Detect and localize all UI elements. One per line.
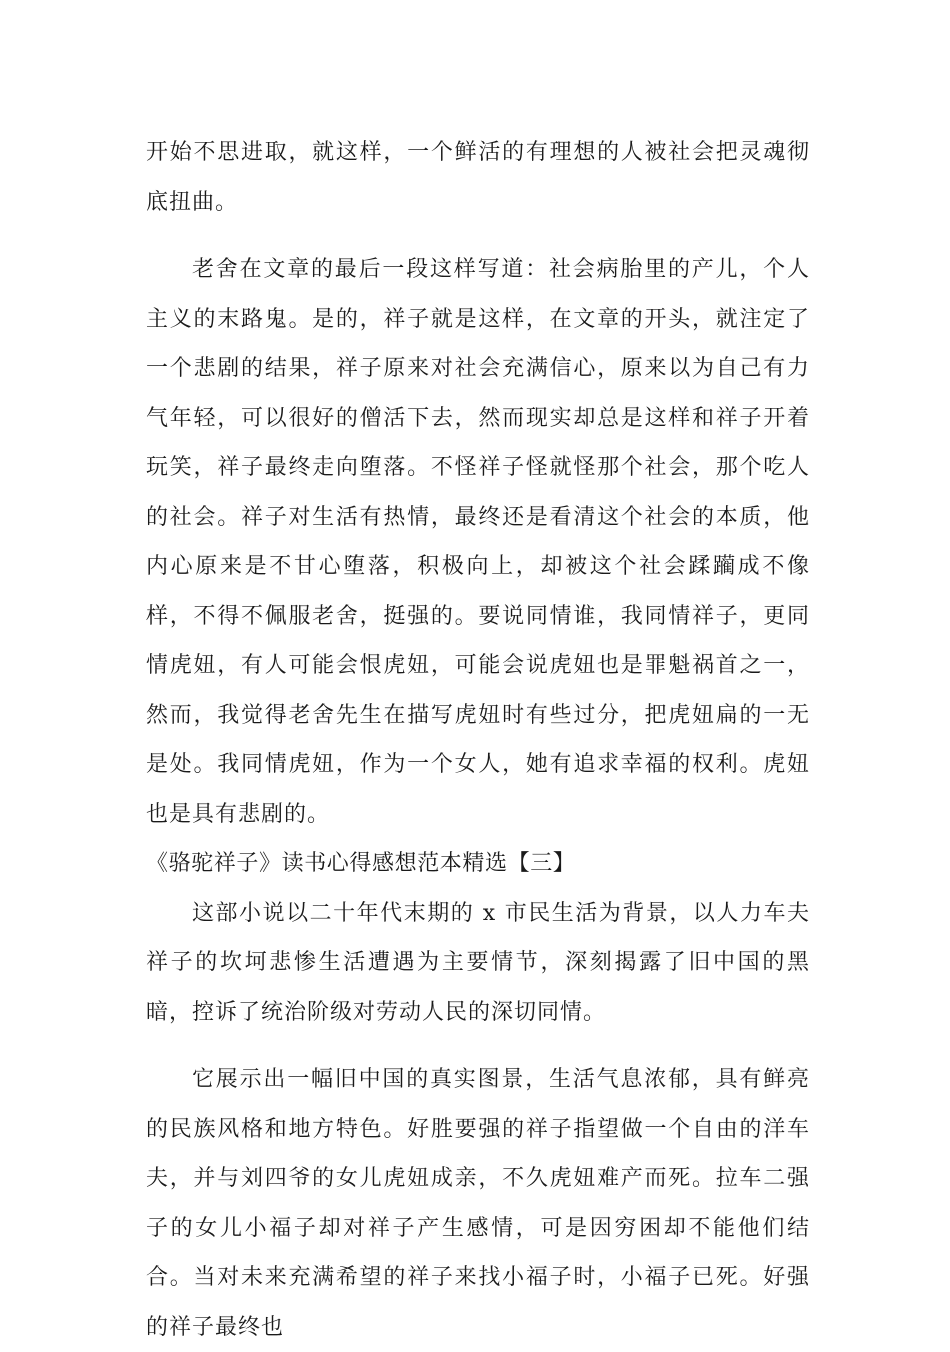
paragraph-old-china-picture: 它展示出一幅旧中国的真实图景，生活气息浓郁，具有鲜亮的民族风格和地方特色。好胜要强的祥子指望做一个自由的洋车夫，并与刘四爷的女儿虎妞成亲，不久虎妞难产而死。拉车二强子的女儿小福子却对祥子产生感情，可是因穷困却不能他们结合。当对未来充满希望的祥子来找小福子时，小福子已死。好强的祥子最终也 (146, 1067, 810, 1340)
section-heading: 《骆驼祥子》读书心得感想范本精选【三】 (146, 851, 576, 876)
document-body (146, 128, 810, 1352)
paragraph-laoshe-ending: 老舍在文章的最后一段这样写道：社会病胎里的产儿，个人主义的末路鬼。是的，祥子就是这样，在文章的开头，就注定了一个悲剧的结果，祥子原来对社会充满信心，原来以为自己有力气年轻，可以很好的僧活下去，然而现实却总是这样和祥子开着玩笑，祥子最终走向堕落。不怪祥子怪就怪那个社会，那个吃人的社会。祥子对生活有热情，最终还是看清这个社会的本质，他内心原来是不甘心堕落，积极向上，却被这个社会蹂躏成不像样，不得不佩服老舍，挺强的。要说同情谁，我同情祥子，更同情虎妞，有人可能会恨虎妞，可能会说虎妞也是罪魁祸首之一，然而，我觉得老舍先生在描写虎妞时有些过分，把虎妞扁的一无是处。我同情虎妞，作为一个女人，她有追求幸福的权利。虎妞也是具有悲剧的。 (146, 257, 810, 827)
paragraph-continuation: 开始不思进取，就这样，一个鲜活的有理想的人被社会把灵魂彻底扭曲。 (146, 140, 810, 215)
paragraph-novel-background: 这部小说以二十年代末期的 x 市民生活为背景，以人力车夫祥子的坎坷悲惨生活遭遇为主要情节，深刻揭露了旧中国的黑暗，控诉了统治阶级对劳动人民的深切同情。 (146, 900, 810, 1025)
